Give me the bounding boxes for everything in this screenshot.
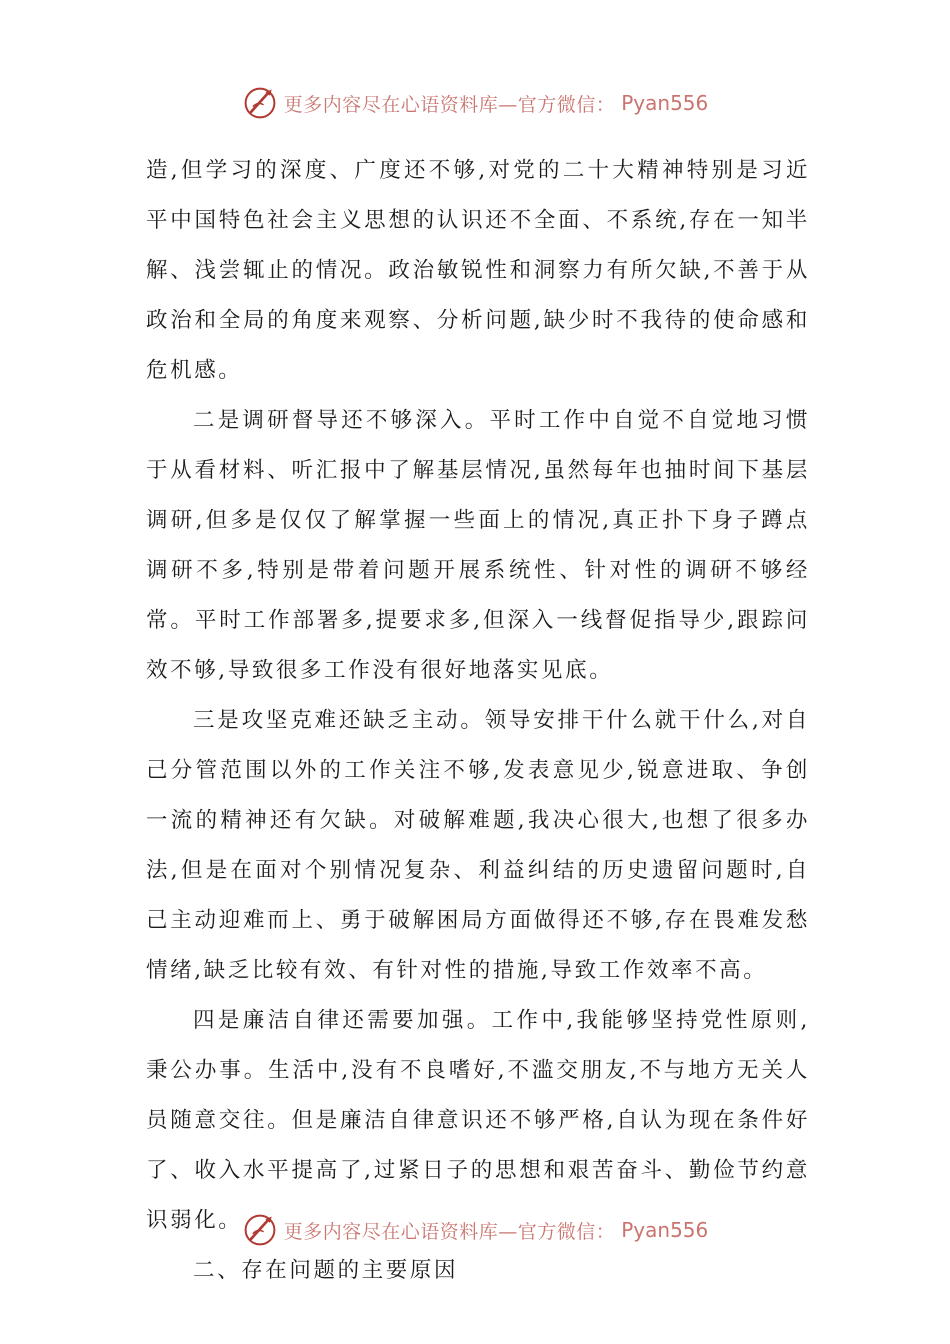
paragraph-1: 造,但学习的深度、广度还不够,对党的二十大精神特别是习近平中国特色社会主义思想的认识还不全面、不系统,存在一知半解、浅尝辄止的情况。政治敏锐性和洞察力有所欠缺,不善于从政治和全局的角度来观察、分析问题,缺少时不我待的使命感和危机感。 [146, 158, 810, 383]
document-body [146, 146, 810, 1296]
paragraph-2: 二是调研督导还不够深入。平时工作中自觉不自觉地习惯于从看材料、听汇报中了解基层情况,虽然每年也抽时间下基层调研,但多是仅仅了解掌握一些面上的情况,真正扑下身子蹲点调研不多,特别是带着问题开展系统性、针对性的调研不够经常。平时工作部署多,提要求多,但深入一线督促指导少,跟踪问效不够,导致很多工作没有很好地落实见底。 [146, 408, 810, 683]
paragraph-4: 四是廉洁自律还需要加强。工作中,我能够坚持党性原则,秉公办事。生活中,没有不良嗜好,不滥交朋友,不与地方无关人员随意交往。但是廉洁自律意识还不够严格,自认为现在条件好了、收入水平提高了,过紧日子的思想和艰苦奋斗、勤俭节约意识弱化。 [146, 1008, 810, 1233]
section-heading: 二、存在问题的主要原因 [193, 1258, 459, 1283]
watermark-wechat-id: Pyan556 [621, 1218, 709, 1242]
paragraph-3: 三是攻坚克难还缺乏主动。领导安排干什么就干什么,对自己分管范围以外的工作关注不够,发表意见少,锐意进取、争创一流的精神还有欠缺。对破解难题,我决心很大,也想了很多办法,但是在面对个别情况复杂、利益纠结的历史遗留问题时,自己主动迎难而上、勇于破解困局方面做得还不够,存在畏难发愁情绪,缺乏比较有效、有针对性的措施,导致工作效率不高。 [146, 708, 810, 983]
watermark-wechat-id: Pyan556 [621, 91, 709, 115]
pen-logo-icon [242, 85, 278, 121]
watermark-text: 更多内容尽在心语资料库—官方微信： [283, 1220, 616, 1243]
watermark-text: 更多内容尽在心语资料库—官方微信： [283, 93, 616, 116]
footer-watermark [0, 1210, 950, 1250]
header-watermark [0, 83, 950, 123]
pen-logo-icon [242, 1212, 278, 1248]
